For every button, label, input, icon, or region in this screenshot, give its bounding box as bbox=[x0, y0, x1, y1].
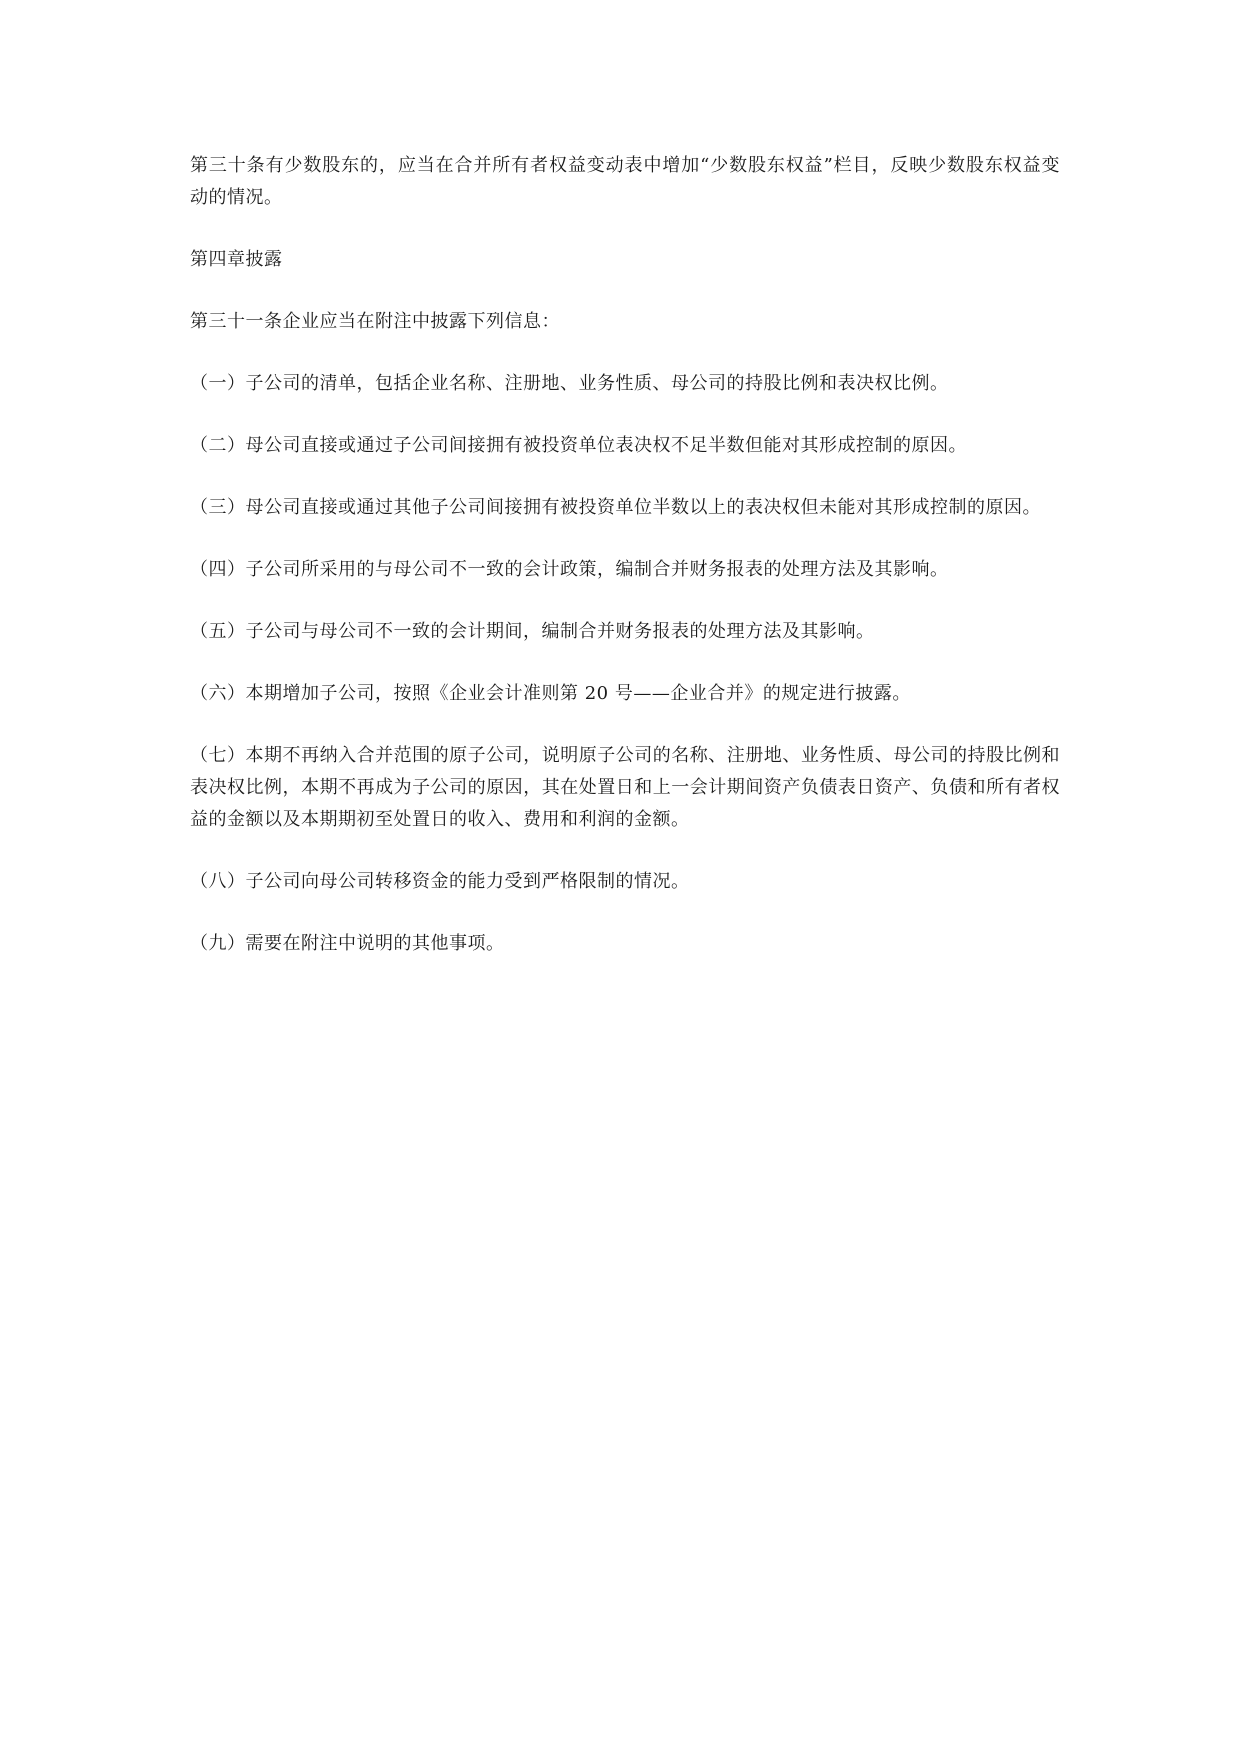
list-item-8: （八）子公司向母公司转移资金的能力受到严格限制的情况。 bbox=[190, 871, 690, 892]
list-item-7: （七）本期不再纳入合并范围的原子公司，说明原子公司的名称、注册地、业务性质、母公司的持股比例和表决权比例，本期不再成为子公司的原因，其在处置日和上一会计期间资产负债表日资产、负债和所有者权益的金额以及本期期初至处置日的收入、费用和利润的金额。 bbox=[190, 745, 1060, 830]
list-item-6: （六）本期增加子公司，按照《企业会计准则第 20 号——企业合并》的规定进行披露。 bbox=[190, 683, 911, 704]
chapter-4-heading: 第四章披露 bbox=[190, 249, 283, 270]
list-item-9: （九）需要在附注中说明的其他事项。 bbox=[190, 933, 505, 954]
list-item-5: （五）子公司与母公司不一致的会计期间，编制合并财务报表的处理方法及其影响。 bbox=[190, 621, 875, 642]
article-31-paragraph: 第三十一条企业应当在附注中披露下列信息： bbox=[190, 311, 560, 332]
list-item-1: （一）子公司的清单，包括企业名称、注册地、业务性质、母公司的持股比例和表决权比例。 bbox=[190, 373, 949, 394]
list-item-3: （三）母公司直接或通过其他子公司间接拥有被投资单位半数以上的表决权但未能对其形成控制的原因。 bbox=[190, 497, 1041, 518]
list-item-4: （四）子公司所采用的与母公司不一致的会计政策，编制合并财务报表的处理方法及其影响。 bbox=[190, 559, 949, 580]
document-body bbox=[190, 150, 1060, 990]
list-item-2: （二）母公司直接或通过子公司间接拥有被投资单位表决权不足半数但能对其形成控制的原因。 bbox=[190, 435, 967, 456]
article-30-paragraph: 第三十条有少数股东的，应当在合并所有者权益变动表中增加“少数股东权益”栏目，反映少数股东权益变动的情况。 bbox=[190, 155, 1060, 208]
